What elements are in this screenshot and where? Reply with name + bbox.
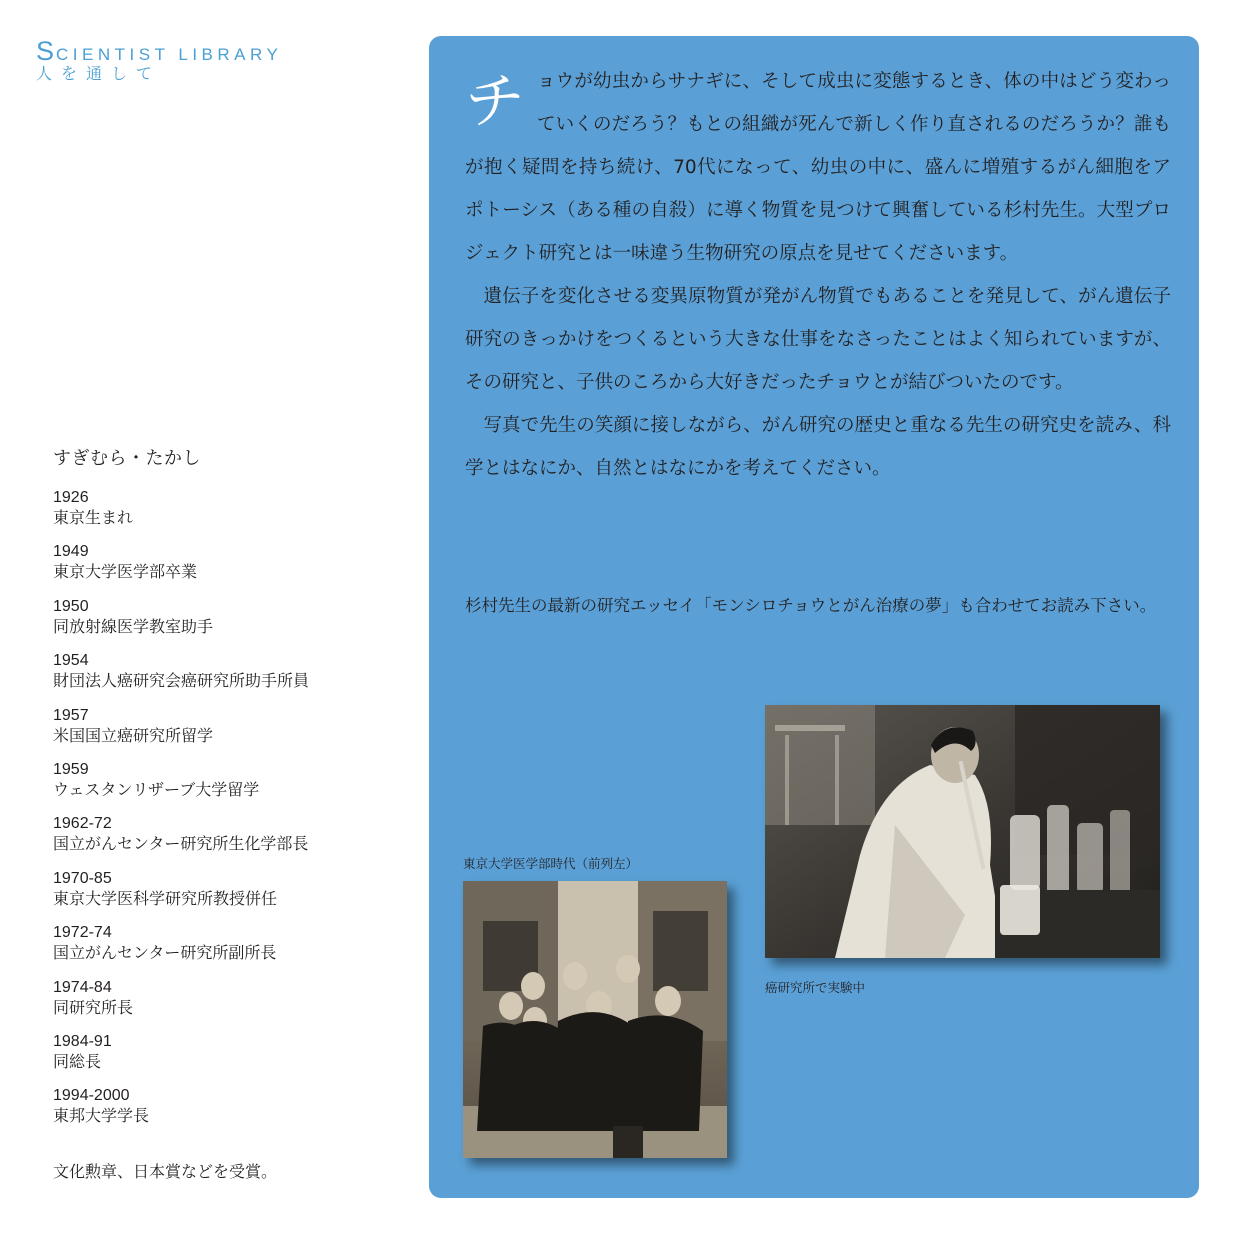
timeline-year: 1970-85 <box>53 869 112 887</box>
timeline-year: 1954 <box>53 652 89 670</box>
timeline-entry <box>53 489 413 543</box>
library-title-initial: S <box>36 36 57 66</box>
timeline-event: 東京大学医学部卒業 <box>53 562 198 582</box>
essay-paragraph-3: 写真で先生の笑顔に接しながら、がん研究の歴史と重なる先生の研究史を読み、科学とはなにか、自然とはなにかを考えてください。 <box>465 415 1171 479</box>
timeline-entry <box>53 543 413 597</box>
timeline-entry <box>53 1087 413 1141</box>
timeline-event: 国立がんセンター研究所生化学部長 <box>53 834 309 854</box>
timeline-year: 1984-91 <box>53 1032 112 1050</box>
timeline-year: 1972-74 <box>53 924 112 942</box>
timeline-entry <box>53 652 413 706</box>
timeline-event: 国立がんセンター研究所副所長 <box>53 943 277 963</box>
timeline-year: 1950 <box>53 597 89 615</box>
lab-photo-image <box>765 705 1160 958</box>
timeline-entry <box>53 1033 413 1087</box>
essay-body <box>465 60 1171 490</box>
essay-dropcap: チ <box>465 67 525 137</box>
timeline-event: 米国国立癌研究所留学 <box>53 725 214 745</box>
scientist-name: すぎむら・たかし <box>53 448 201 469</box>
timeline-entry <box>53 598 413 652</box>
lab-photo <box>765 705 1160 958</box>
timeline-year: 1959 <box>53 760 89 778</box>
timeline-year: 1926 <box>53 489 89 506</box>
timeline-entry <box>53 924 413 978</box>
timeline-year: 1974-84 <box>53 978 112 996</box>
awards-text: 文化勲章、日本賞などを受賞。 <box>53 1162 278 1181</box>
essay-paragraph-2: 遺伝子を変化させる変異原物質が発がん物質でもあることを発見して、がん遺伝子研究のきっかけをつくるという大きな仕事をなさったことはよく知られていますが、その研究と、子供のころから大好きだったチョウとが結びついたのです。 <box>465 286 1171 393</box>
library-title-rest: CIENTIST LIBRARY <box>56 45 283 64</box>
timeline-event: 同研究所長 <box>53 997 134 1017</box>
timeline-entry <box>53 815 413 869</box>
library-subtitle: 人を通して <box>36 64 162 83</box>
timeline-event: 東邦大学学長 <box>53 1106 150 1126</box>
group-photo-caption: 東京大学医学部時代（前列左） <box>463 856 639 871</box>
essay-panel <box>429 36 1199 1198</box>
timeline-entry <box>53 870 413 924</box>
timeline-event: 財団法人癌研究会癌研究所助手所員 <box>53 671 310 691</box>
timeline-entry <box>53 979 413 1033</box>
group-photo-image <box>463 881 727 1158</box>
timeline-year: 1994-2000 <box>53 1087 130 1105</box>
timeline-event: 東京大学医科学研究所教授併任 <box>53 888 278 908</box>
library-title <box>36 38 282 65</box>
timeline-entry <box>53 761 413 815</box>
timeline-event: ウェスタンリザーブ大学留学 <box>53 779 260 799</box>
timeline-event: 東京生まれ <box>53 508 134 527</box>
timeline-year: 1957 <box>53 706 89 724</box>
group-photo <box>463 881 727 1158</box>
lab-photo-caption: 癌研究所で実験中 <box>765 980 866 995</box>
timeline-event: 同総長 <box>53 1051 102 1071</box>
timeline-entry <box>53 707 413 761</box>
career-timeline <box>53 489 413 1142</box>
timeline-year: 1949 <box>53 543 89 561</box>
timeline-year: 1962-72 <box>53 815 112 833</box>
timeline-event: 同放射線医学教室助手 <box>53 616 214 636</box>
library-header <box>36 38 282 82</box>
related-essay-note: 杉村先生の最新の研究エッセイ「モンシロチョウとがん治療の夢」も合わせてお読み下さい。 <box>465 596 1157 615</box>
essay-paragraph-1: ョウが幼虫からサナギに、そして成虫に変態するとき、体の中はどう変わっていくのだろう？もとの組織が死んで新しく作り直されるのだろうか？誰もが抱く疑問を持ち続け、70代になって、幼虫の中に、盛んに増殖するがん細胞をアポトーシス（ある種の自殺）に導く物質を見つけて興奮している杉村先生。大型プロジェクト研究とは一味違う生物研究の原点を見せてくださいます。 <box>465 71 1171 264</box>
